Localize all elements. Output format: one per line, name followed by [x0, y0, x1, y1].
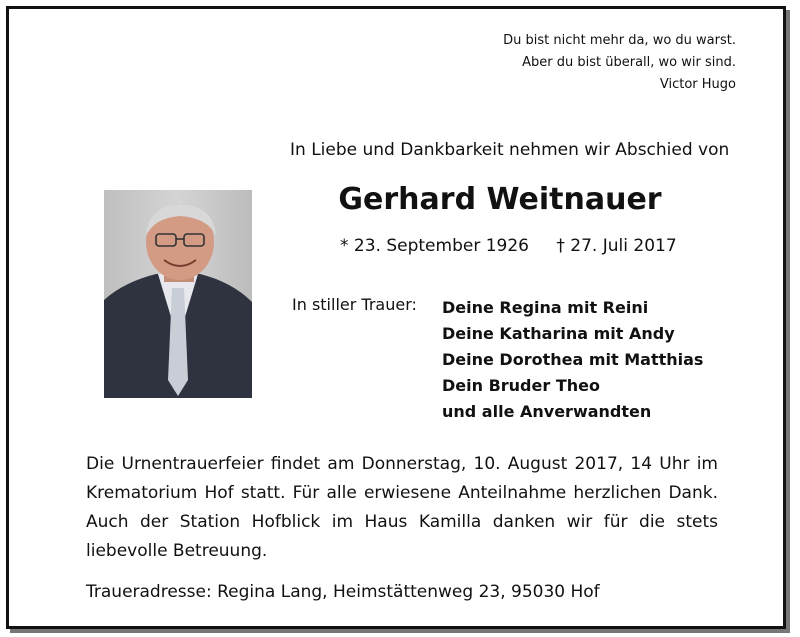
epigraph: [503, 30, 736, 96]
intro-text: In Liebe und Dankbarkeit nehmen wir Abschied von: [290, 140, 730, 160]
quote-line: Du bist nicht mehr da, wo du warst.: [503, 33, 736, 48]
birth-date: * 23. September 1926: [340, 236, 529, 256]
ceremony-text: Die Urnentrauerfeier findet am Donnerstag, 10. August 2017, 14 Uhr im Krematorium Hof statt. Für alle erwiesene Anteilnahme herzlichen Dank. Auch der Station Hofblick im Haus Kamilla danken wir für die stets liebevolle Betreuung.: [86, 454, 718, 561]
deceased-name: Gerhard Weitnauer: [338, 182, 662, 217]
mourner-entry: Deine Katharina mit Andy: [442, 324, 675, 343]
mourner-entry: und alle Anverwandten: [442, 402, 652, 421]
mourning-address: Traueradresse: Regina Lang, Heimstättenweg 23, 95030 Hof: [86, 582, 600, 602]
life-dates: [340, 236, 677, 256]
mourner-entry: Dein Bruder Theo: [442, 376, 600, 395]
mourning-label: In stiller Trauer:: [292, 295, 417, 314]
mourner-entry: Deine Dorothea mit Matthias: [442, 350, 704, 369]
portrait-photo: [104, 190, 252, 398]
quote-line: Aber du bist überall, wo wir sind.: [522, 55, 736, 70]
quote-author: Victor Hugo: [659, 77, 736, 92]
death-date: † 27. Juli 2017: [556, 236, 677, 256]
mourner-entry: Deine Regina mit Reini: [442, 298, 649, 317]
mourners-list: [442, 295, 703, 425]
